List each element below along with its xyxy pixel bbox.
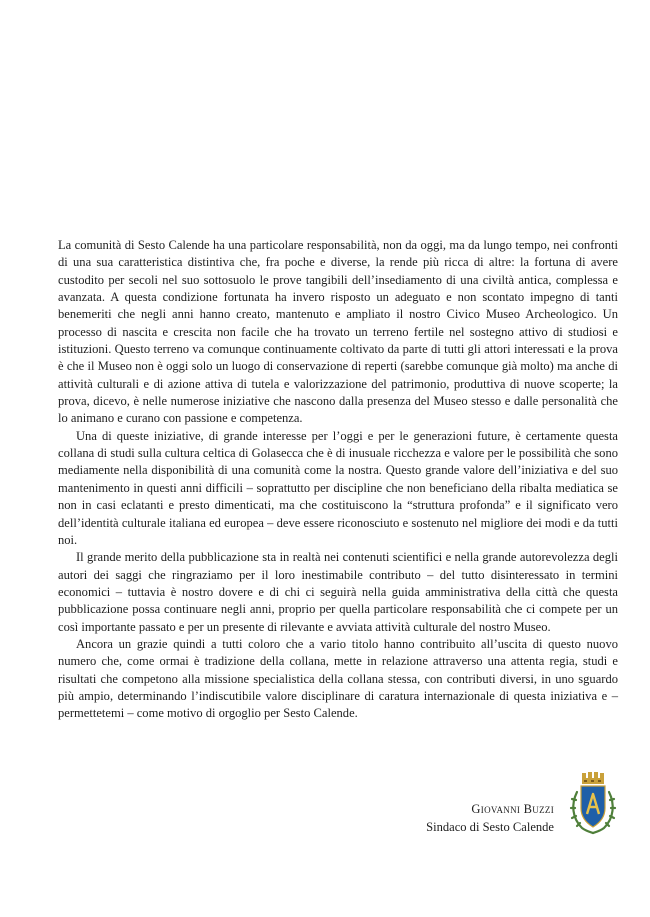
signature-block [426, 800, 554, 836]
signatory-title: Sindaco di Sesto Calende [426, 820, 554, 834]
crown-icon [582, 772, 604, 784]
paragraph-4: Ancora un grazie quindi a tutti coloro che a vario titolo hanno contribuito all’uscita di questo nuovo numero che, come ormai è tradizione della collana, mette in relazione attraverso una attenta regia, studi e risultati che competono alla missione specialistica della collana stessa, con contributi diversi, in uno sguardo più ampio, determinando l’indiscutibile valore disciplinare di caratura internazionale di questa iniziativa e – permettetemi – come motivo di orgoglio per Sesto Calende. [58, 636, 618, 721]
signatory-name: Giovanni Buzzi [471, 802, 554, 816]
paragraph-3: Il grande merito della pubblicazione sta in realtà nei contenuti scientifici e nella grande autorevolezza degli autori dei saggi che ringraziamo per il loro inestimabile contributo – del tutto disinteressato in termini economici – tuttavia è nostro dovere e di chi ci seguirà nella guida amministrativa della città che questa pubblicazione possa continuare negli anni, proprio per quella particolare responsabilità che ci compete per un così importante passato e per un presente di rilevante e avviata attività culturale del nostro Museo. [58, 550, 618, 634]
sesto-calende-coat-of-arms-icon [568, 770, 618, 838]
letter-body [58, 237, 618, 723]
paragraph-1: La comunità di Sesto Calende ha una particolare responsabilità, non da oggi, ma da lungo tempo, nei confronti di una sua caratteristica distintiva che, fra poche e diverse, la rende più ricca di altre: la fortuna di avere custodito per secoli nel suo sottosuolo le prove tangibili dell’insediamento di una civiltà antica, complessa e avanzata. A questa condizione fortunata ha invero risposto un adeguato e non scontato impegno di tanti benemeriti che negli anni hanno creato, mantenuto e ampliato il nostro Civico Museo Archeologico. Un processo di nascita e crescita non facile che ha trovato un terreno fertile nel sostegno attivo di studiosi e istituzioni. Questo terreno va comunque continuamente coltivato da parte di tutti gli attori interessati e la prova è che il Museo non è oggi solo un luogo di conservazione di reperti (sarebbe comunque già molto) ma anche di attività culturali e di azione attiva di tutela e valorizzazione del patrimonio, produttiva di nuove scoperte; la prova, dicevo, è nelle numerose iniziative che nascono dalla presenza del Museo stesso e dalle personalità che lo animano e curano con passione e competenza. [58, 238, 618, 426]
paragraph-2: Una di queste iniziative, di grande interesse per l’oggi e per le generazioni future, è certamente questa collana di studi sulla cultura celtica di Golasecca che è di inusuale ricchezza e valore per le possibilità che sono mediamente nella disponibilità di una comunità come la nostra. Questo grande valore dell’iniziativa e del suo mantenimento in questi anni difficili – soprattutto per discipline che non beneficiano della ribalta mediatica se non in casi eclatanti e presto dimenticati, ma che costituiscono la “struttura profonda” e il significato vero dell’identità culturale italiana ed europea – deve essere riconosciuto e sostenuto nel migliore dei modi e da tutti noi. [58, 428, 618, 547]
